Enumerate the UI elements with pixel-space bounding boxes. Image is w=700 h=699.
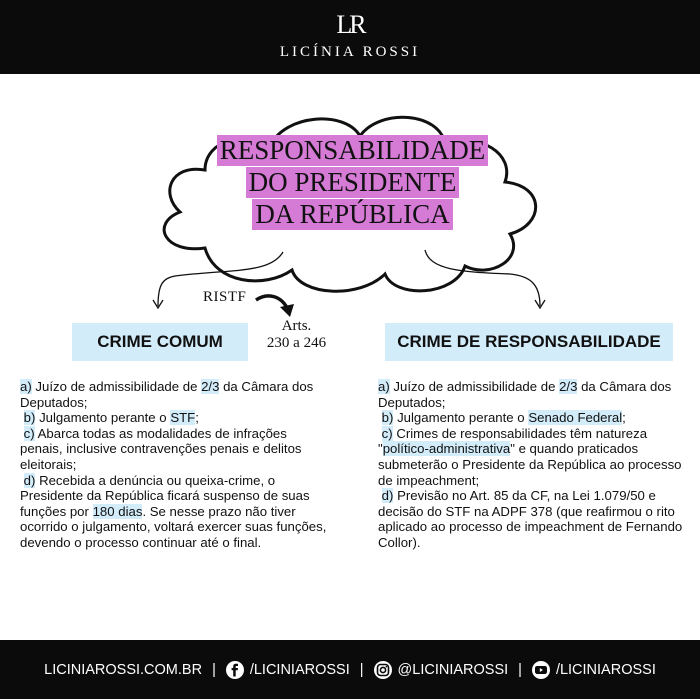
left-item-c-text: Abarca todas as modalidades de infrações penais, inclusive contravenções penais e delitos eleitorais; [20,425,302,472]
ristf-label: RISTF [203,289,247,305]
right-item-c-pre: Crimes de responsabilidades têm natureza " [378,425,648,457]
title-line-3: DA REPÚBLICA [252,199,452,230]
left-item-a [20,379,330,410]
right-item-d [378,488,688,550]
footer-links [0,640,700,699]
title-line-2: DO PRESIDENTE [246,167,460,198]
left-item-a-pre: Juízo de admissibilidade de [31,379,202,394]
brand-name: LICÍNIA ROSSI [279,44,421,60]
right-item-a-highlight: 2/3 [559,379,578,394]
right-item-c-letter: c) [381,425,393,441]
left-item-a-highlight: 2/3 [201,379,220,394]
right-item-d-letter: d) [381,488,394,504]
youtube-icon[interactable] [532,661,550,679]
left-item-d-highlight: 180 dias [92,503,143,519]
brand-logo: LR [336,10,364,39]
right-item-a-pre: Juízo de admissibilidade de [389,379,560,394]
heading-crime-responsabilidade: CRIME DE RESPONSABILIDADE [385,323,673,361]
title-line-1: RESPONSABILIDADE [217,135,489,166]
right-item-d-text: Previsão no Art. 85 da CF, na Lei 1.079/50 e decisão do STF na ADPF 378 (que reafirmou o rito aplicado ao processo de impeachment de Fernando Collor). [378,488,683,550]
arts-label [254,318,339,352]
right-item-b-letter: b) [381,410,394,426]
curved-arrow-head [280,304,294,317]
left-item-d-post: . Se nesse prazo não tiver ocorrido o julgamento, voltará exercer suas funções, devendo o processo continuar até o final. [20,503,327,550]
left-item-d [20,473,330,551]
right-item-b [378,410,688,426]
left-item-c [20,426,330,473]
right-item-c-post: " e quando praticados submeterão o Presidente da República ao processo de impeachment; [378,441,682,488]
heading-crime-comum: CRIME COMUM [72,323,248,361]
footer-instagram-link[interactable]: @LICINIAROSSI [397,661,509,678]
left-item-b-pre: Julgamento perante o [35,410,171,426]
footer-site-link[interactable]: LICINIAROSSI.COM.BR [44,661,203,678]
right-item-a-letter: a) [378,379,390,394]
left-item-b-post: ; [195,410,199,426]
left-item-b-letter: b) [23,410,36,426]
right-item-a [378,379,688,410]
facebook-icon[interactable] [226,661,244,679]
footer-separator: | [212,661,216,678]
right-item-b-post: ; [622,410,626,426]
footer-youtube-link[interactable]: /LICINIAROSSI [555,661,656,678]
arts-line-2: 230 a 246 [266,335,327,351]
right-item-c [378,426,688,488]
page-title [180,135,525,231]
left-column [20,379,330,551]
left-item-c-letter: c) [23,425,35,441]
footer-facebook-link[interactable]: /LICINIAROSSI [249,661,350,678]
footer-separator: | [359,661,364,678]
footer-separator: | [518,661,522,678]
right-item-a-post: da Câmara dos Deputados; [378,379,672,410]
right-item-c-highlight: político-administrativa [382,441,511,457]
left-item-d-letter: d) [23,472,36,488]
left-item-d-pre: Recebida a denúncia ou queixa-crime, o Presidente da República ficará suspenso de suas funções por [20,472,310,519]
left-item-b-highlight: STF [170,410,196,426]
right-item-b-highlight: Senado Federal [528,410,623,426]
left-item-a-letter: a) [20,379,32,394]
right-item-b-pre: Julgamento perante o [393,410,529,426]
footer-bar [0,640,700,699]
right-column [378,379,688,551]
arts-line-1: Arts. [281,318,312,334]
left-item-b [20,410,330,426]
header-bar [0,0,700,74]
instagram-icon[interactable] [374,661,392,679]
left-item-a-post: da Câmara dos Deputados; [20,379,314,410]
